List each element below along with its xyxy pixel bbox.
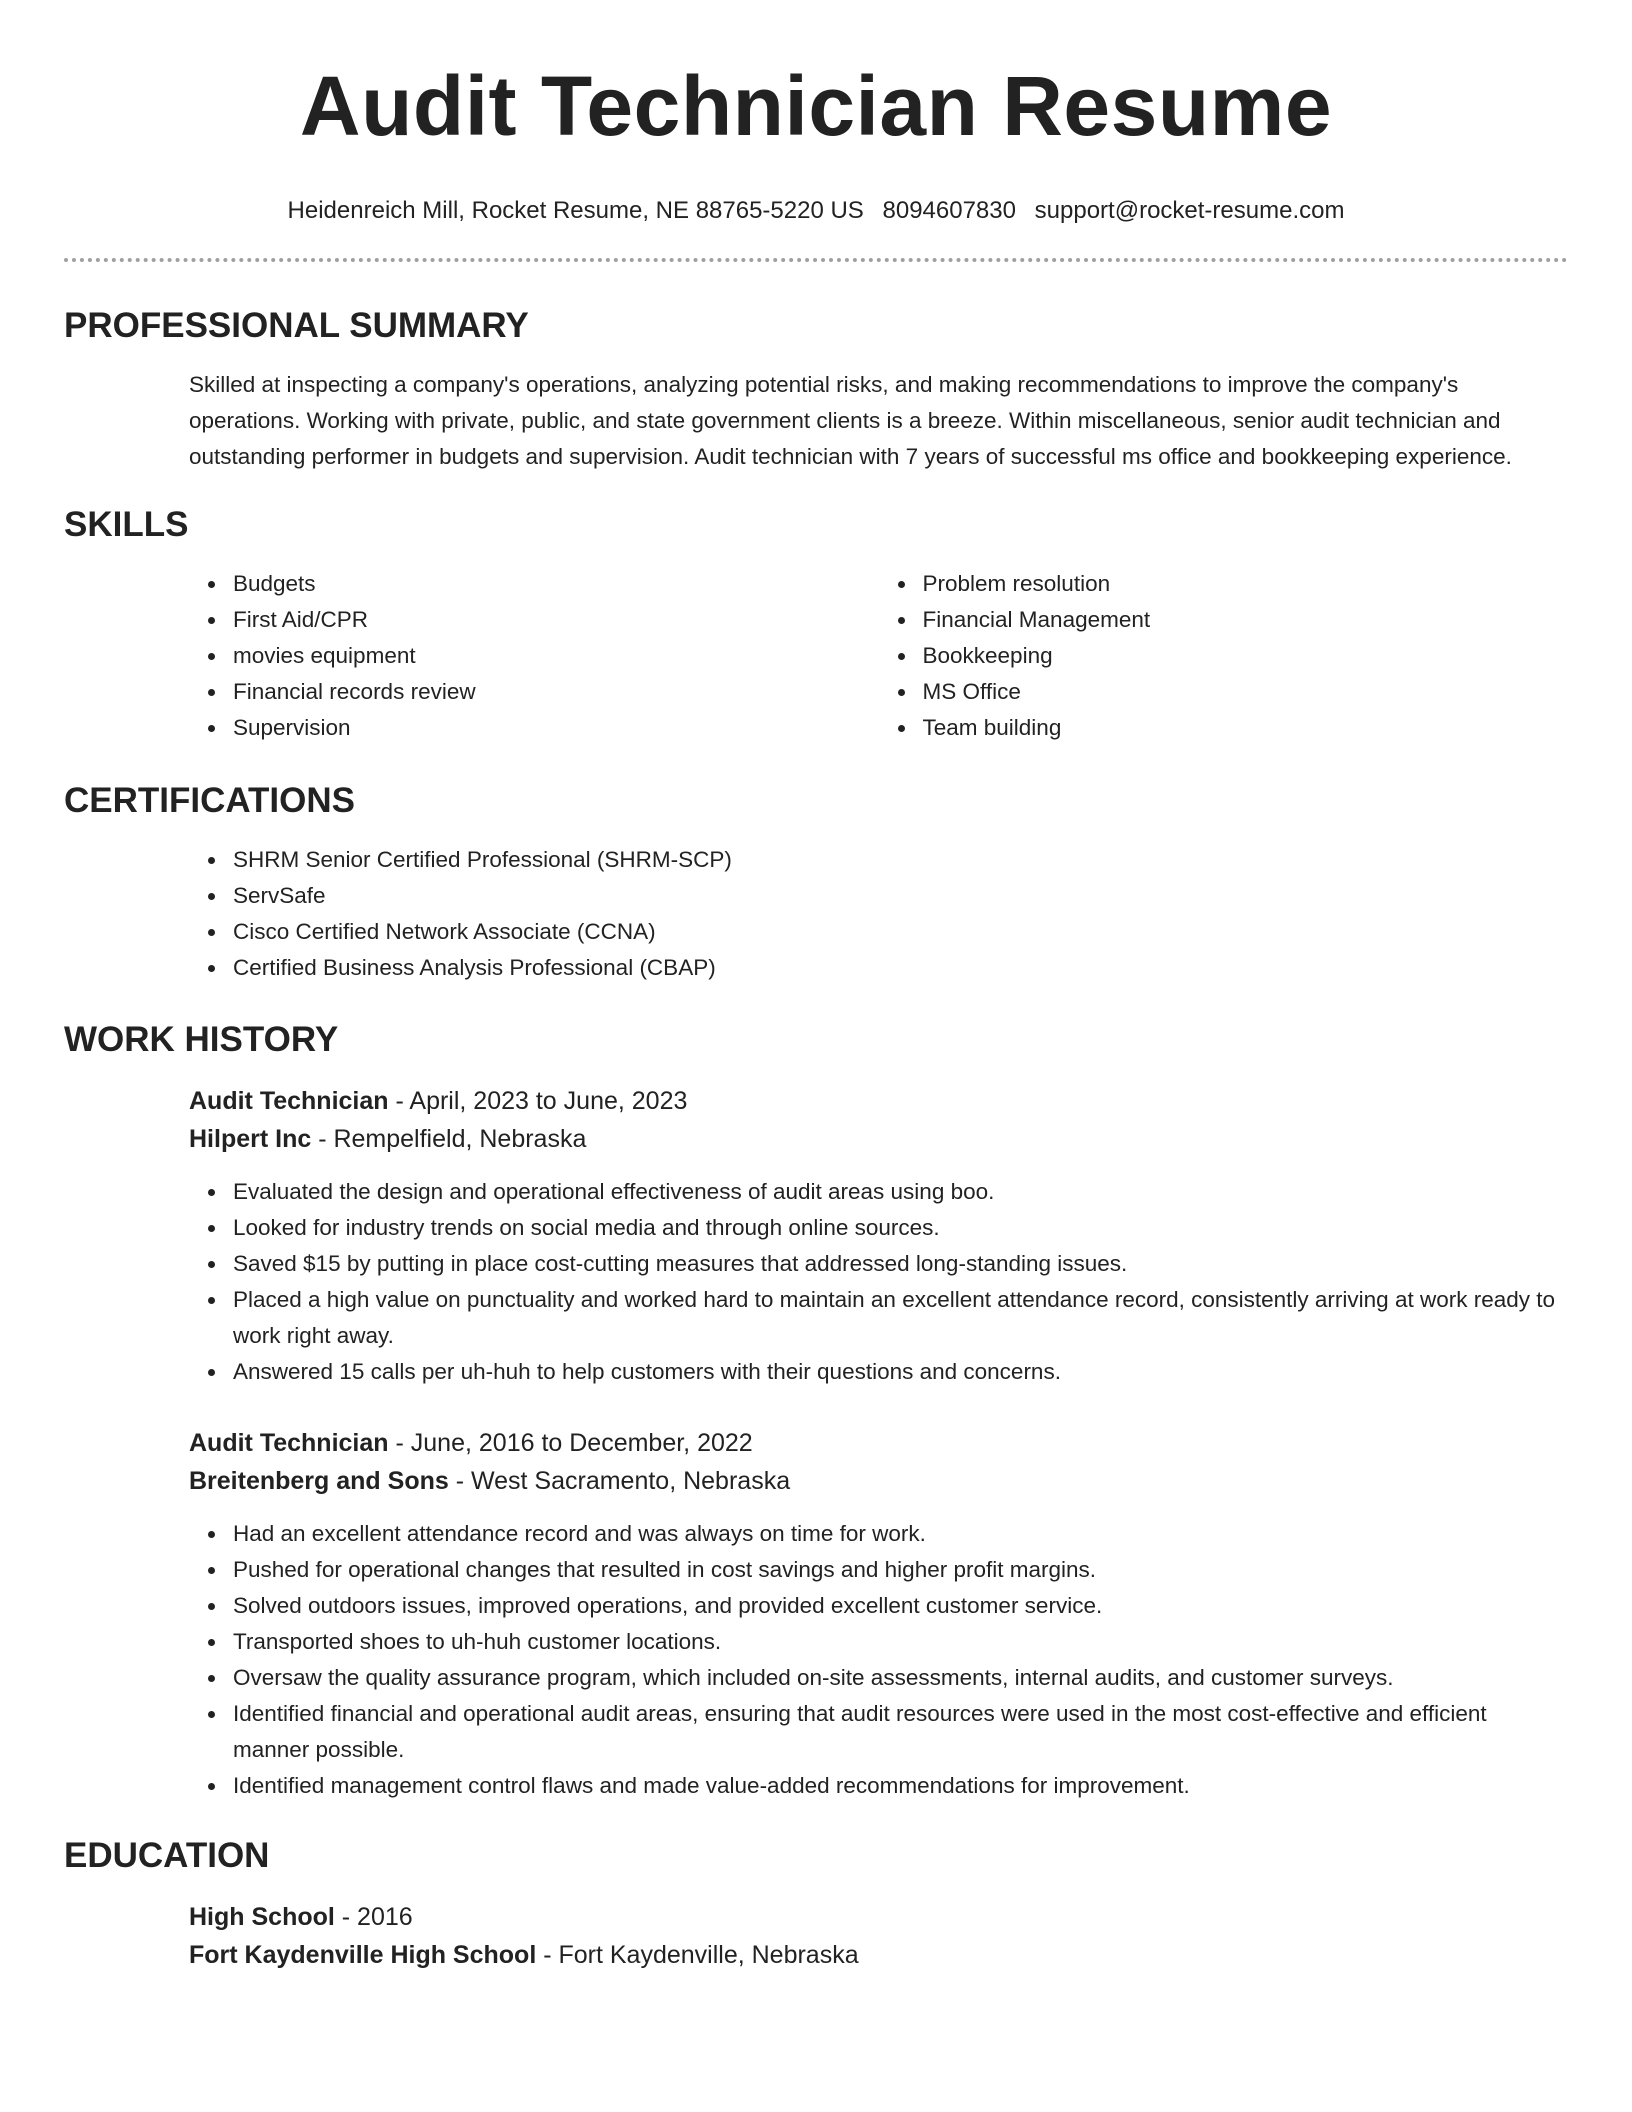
duty-item: Solved outdoors issues, improved operations, and provided excellent customer service.	[233, 1588, 1568, 1624]
summary-text: Skilled at inspecting a company's operations, analyzing potential risks, and making recommendations to improve the company's operations. Working with private, public, and state government clients is a breeze. Within miscellaneous, senior audit technician and outstanding performer in budgets and supervision. Audit technician with 7 years of successful ms office and bookkeeping experience.	[189, 372, 1512, 469]
skills-right-column	[879, 566, 1569, 746]
school-location: - Fort Kaydenville, Nebraska	[536, 1941, 859, 1969]
school-line	[189, 1936, 1568, 1974]
duty-item: Evaluated the design and operational effectiveness of audit areas using boo.	[233, 1174, 1568, 1210]
skill-item: movies equipment	[233, 638, 879, 674]
skill-item: MS Office	[923, 674, 1569, 710]
company-name: Hilpert Inc	[189, 1125, 312, 1153]
job-company-line	[189, 1120, 1568, 1158]
school-name: Fort Kaydenville High School	[189, 1941, 537, 1969]
job-dates: - April, 2023 to June, 2023	[388, 1087, 688, 1115]
company-location: - West Sacramento, Nebraska	[448, 1467, 791, 1495]
graduation-year: - 2016	[334, 1903, 413, 1931]
education-entry	[64, 1898, 1568, 1974]
duty-item: Identified financial and operational audit areas, ensuring that audit resources were used in the most cost-effective and efficient manner possible.	[233, 1696, 1568, 1768]
education-heading: EDUCATION	[64, 1836, 270, 1875]
duty-item: Looked for industry trends on social media and through online sources.	[233, 1210, 1568, 1246]
job-title-line	[189, 1082, 1568, 1120]
skill-item: Team building	[923, 710, 1569, 746]
duty-item: Pushed for operational changes that resulted in cost savings and higher profit margins.	[233, 1552, 1568, 1588]
certification-item: SHRM Senior Certified Professional (SHRM-SCP)	[233, 842, 1568, 878]
summary-heading: PROFESSIONAL SUMMARY	[64, 306, 529, 345]
address: Heidenreich Mill, Rocket Resume, NE 88765-5220 US	[287, 197, 864, 224]
degree-line	[189, 1898, 1568, 1936]
degree: High School	[189, 1903, 335, 1931]
header-divider	[64, 258, 1568, 262]
skills-left-column	[189, 566, 879, 746]
job-title-line	[189, 1424, 1568, 1462]
job-entry	[64, 1082, 1568, 1390]
email: support@rocket-resume.com	[1034, 197, 1345, 224]
job-title: Audit Technician	[189, 1429, 389, 1457]
contact-line	[64, 196, 1568, 226]
skills-list	[64, 566, 1568, 746]
company-location: - Rempelfield, Nebraska	[311, 1125, 587, 1153]
certification-item: ServSafe	[233, 878, 1568, 914]
certification-item: Certified Business Analysis Professional (CBAP)	[233, 950, 1568, 986]
duty-item: Placed a high value on punctuality and worked hard to maintain an excellent attendance record, consistently arriving at work ready to work right away.	[233, 1282, 1568, 1354]
job-entry	[64, 1424, 1568, 1804]
work-history-heading: WORK HISTORY	[64, 1020, 339, 1059]
job-duties	[189, 1174, 1568, 1390]
skill-item: First Aid/CPR	[233, 602, 879, 638]
job-title: Audit Technician	[189, 1087, 389, 1115]
duty-item: Saved $15 by putting in place cost-cutting measures that addressed long-standing issues.	[233, 1246, 1568, 1282]
skill-item: Supervision	[233, 710, 879, 746]
phone: 8094607830	[882, 197, 1016, 224]
duty-item: Oversaw the quality assurance program, which included on-site assessments, internal audits, and customer surveys.	[233, 1660, 1568, 1696]
certifications-heading: CERTIFICATIONS	[64, 781, 356, 820]
skill-item: Problem resolution	[923, 566, 1569, 602]
company-name: Breitenberg and Sons	[189, 1467, 449, 1495]
skill-item: Financial records review	[233, 674, 879, 710]
certifications-list	[189, 842, 1568, 986]
resume-title: Audit Technician Resume	[299, 59, 1333, 153]
skill-item: Financial Management	[923, 602, 1569, 638]
skills-heading: SKILLS	[64, 505, 189, 544]
skill-item: Bookkeeping	[923, 638, 1569, 674]
duty-item: Had an excellent attendance record and was always on time for work.	[233, 1516, 1568, 1552]
certification-item: Cisco Certified Network Associate (CCNA)	[233, 914, 1568, 950]
duty-item: Identified management control flaws and made value-added recommendations for improvement.	[233, 1768, 1568, 1804]
job-dates: - June, 2016 to December, 2022	[388, 1429, 753, 1457]
job-company-line	[189, 1462, 1568, 1500]
duty-item: Transported shoes to uh-huh customer locations.	[233, 1624, 1568, 1660]
skill-item: Budgets	[233, 566, 879, 602]
duty-item: Answered 15 calls per uh-huh to help customers with their questions and concerns.	[233, 1354, 1568, 1390]
job-duties	[189, 1516, 1568, 1804]
